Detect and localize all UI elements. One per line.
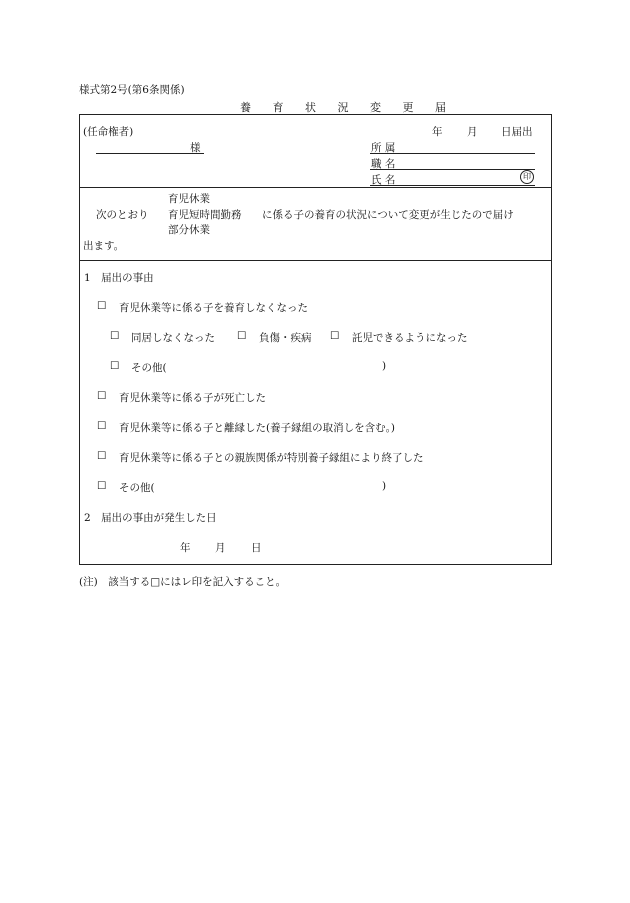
affiliation-label: 所 属 (371, 142, 396, 154)
addressee-label: (任命権者) (83, 126, 134, 138)
addressee-honorific: 様 (190, 142, 201, 154)
item-other: その他( (119, 482, 155, 494)
statement-continuation: 出ます。 (83, 240, 125, 252)
name-line[interactable] (370, 185, 535, 186)
item-sub-other-close: ) (382, 360, 387, 372)
checkbox-special-adoption[interactable]: ☐ (97, 450, 107, 462)
leave-type-partial: 部分休業 (168, 224, 210, 236)
position-line[interactable] (370, 169, 535, 170)
footnote: (注) 該当する□にはレ印を記入すること。 (79, 576, 287, 588)
statement-prefix: 次のとおり (96, 209, 149, 221)
item-no-longer-living: 同居しなくなった (131, 332, 215, 344)
filing-year-label: 年 (432, 126, 443, 138)
item-child-died: 育児休業等に係る子が死亡した (119, 392, 266, 404)
checkbox-child-died[interactable]: ☐ (97, 390, 107, 402)
filing-day-label: 日届出 (501, 126, 533, 138)
checkbox-no-longer-raising[interactable]: ☐ (97, 300, 107, 312)
leave-type-short-hours: 育児短時間勤務 (168, 209, 242, 221)
filing-month-label: 月 (467, 126, 478, 138)
divider-1 (79, 187, 552, 188)
position-label: 職 名 (371, 158, 396, 170)
form-title: 養 育 状 況 変 更 届 (240, 101, 455, 114)
section2-heading: 2 届出の事由が発生した日 (84, 512, 217, 524)
name-label: 氏 名 (371, 174, 396, 186)
divider-2 (79, 260, 552, 261)
section1-heading: 1 届出の事由 (84, 272, 154, 284)
checkbox-injury-illness[interactable]: ☐ (237, 330, 247, 342)
statement-suffix: に係る子の養育の状況について変更が生じたので届け (262, 209, 514, 221)
checkbox-other[interactable]: ☐ (97, 480, 107, 492)
item-injury-illness: 負傷・疾病 (259, 332, 312, 344)
item-no-longer-raising: 育児休業等に係る子を養育しなくなった (119, 302, 308, 314)
occurrence-day-label: 日 (251, 542, 262, 554)
checkbox-sub-other[interactable]: ☐ (110, 360, 120, 372)
occurrence-year-label: 年 (180, 542, 191, 554)
affiliation-line[interactable] (370, 153, 535, 154)
leave-type-childcare: 育児休業 (168, 193, 210, 205)
checkbox-can-entrust[interactable]: ☐ (330, 330, 340, 342)
item-other-close: ) (382, 480, 387, 492)
addressee-underline[interactable] (96, 153, 204, 154)
item-separation: 育児休業等に係る子と離縁した(養子縁組の取消しを含む。) (119, 422, 395, 434)
item-sub-other: その他( (131, 362, 167, 374)
checkbox-separation[interactable]: ☐ (97, 420, 107, 432)
form-number: 様式第2号(第6条関係) (79, 84, 185, 96)
checkbox-no-longer-living[interactable]: ☐ (110, 330, 120, 342)
item-can-entrust: 託児できるようになった (352, 332, 468, 344)
seal-icon: 印 (520, 170, 534, 184)
item-special-adoption: 育児休業等に係る子との親族関係が特別養子縁組により終了した (119, 452, 424, 464)
occurrence-month-label: 月 (215, 542, 226, 554)
